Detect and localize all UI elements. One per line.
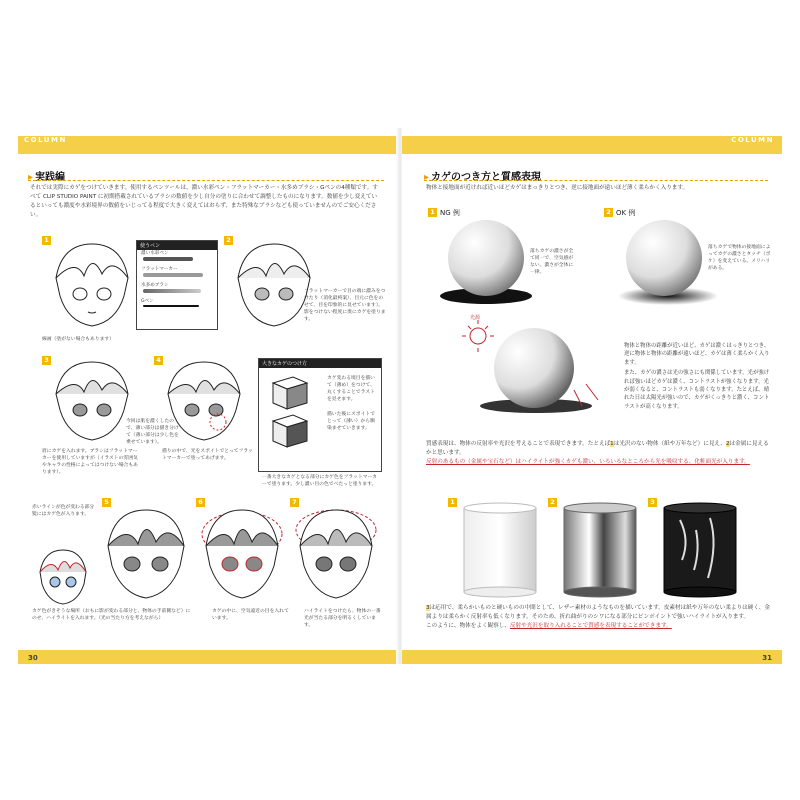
distance-text-b: また、カゲの濃さは光の強さにも関係しています。光が強ければ強いほどカゲは濃く、コントラストが強くなります。光が弱くなると、コントラストも弱くなります。たとえば、晴れた日は太陽光が強いので、カゲがくっきりと濃く、コントラストが高くなります。 [624,370,770,410]
pen-stroke [143,257,193,261]
section-triangle-icon: ▸ [28,172,34,183]
ok-note: 落ちカゲで物体の接地面によってカゲの濃さとタッチ（ボケ）を変えている。メリハリがある。 [708,245,771,271]
face-lineart-1 [46,238,138,332]
right-footer-bar [402,650,782,664]
ng-note: 落ちカゲの濃さが全て同一で、空気感がない。濃さが全体に一律。 [530,249,574,275]
right-page-number: 31 [762,654,772,662]
caption-step-3: 眉にカゲを入れます。ブラシはフラットマーカーを使用していますが（イラストの雰囲気やキャラの性格によってはつけない場合もあります）。 [42,449,138,475]
left-footer-bar [18,650,398,664]
pen-box-title: 使うペン [137,241,217,250]
ok-number-icon: 2 [604,208,613,217]
pen-label: 濃い水彩ペン [141,251,169,256]
leather-text-e: は応用で、柔らかいものと硬いものの中間として、レザー素材のようなものを描いています。皮素材は紙や万年のない柔よりは硬く、金属よりは柔らかく反射率も低くなります。そのため、折れ曲がりのシワになる部分にピンポイントで強いハイライトが入ります。 [426,605,770,620]
inline-num-2: 2 [725,441,730,447]
texture-text-d: 反射のあるもの（金属や宝石など）はハイライトが強くカゲも濃い、いろいろなところから光を吸収する、化粧面光が入ります。 [426,459,750,465]
step-number: 7 [290,498,299,507]
pen-stroke [143,305,199,307]
caption-step-4b: 描りの中で、光をスポイトでとってフラットマーカーで塗ってあげます。 [162,449,253,461]
inline-num-3: 3 [426,605,430,611]
right-header-band [402,144,782,154]
right-section-title: ▸ カゲのつき方と質感表現 [424,172,542,183]
face-step-6 [198,504,286,604]
cylinder-number: 2 [548,498,557,507]
leather-text-g: 反射や光沢を取り入れることで質感を表現することができます。 [509,623,672,629]
pen-stroke [143,289,201,293]
shade-box-note-1: カゲ変わる境目を描いて（薄め）をつけて、丸くすることでラストを見せます。 [327,376,375,402]
pen-box [136,240,218,330]
ok-example-label: OK 例 [616,209,636,217]
matte-cylinder [460,500,540,600]
left-header-band [18,144,398,154]
distance-text [624,342,772,413]
pen-row [137,266,217,282]
left-column-label: COLUMN [24,136,67,144]
ng-number-icon: 1 [428,208,437,217]
cylinder-number: 1 [448,498,457,507]
left-header-bar [18,136,398,144]
pen-label: Gペン [141,299,154,304]
leather-text [426,604,772,631]
left-title-rule [28,180,384,182]
right-column-label: COLUMN [731,136,774,144]
pen-row [137,250,217,266]
book-spread [18,128,782,664]
right-title-rule [424,180,768,182]
shade-box [258,358,382,472]
inline-num-1: 1 [610,441,614,447]
ok-sphere [612,218,722,308]
cube-shading-diagram [267,373,327,453]
texture-text-a: 質感表現は、物体の反射率や光沢を考えることで表現できます。たとえば [426,441,611,447]
texture-text [426,440,772,467]
step-number: 3 [42,356,51,365]
face-eyebrow-3 [46,358,138,444]
pen-row [137,298,217,314]
caption-step-5a: 赤いラインが色が変わる部分 髪にはカゲ色が入ります。 [32,505,95,517]
step-number: 6 [196,498,205,507]
left-page-number: 30 [28,654,38,662]
light-source-label: 光源 [470,315,481,321]
pen-label: フラットマーカー [141,267,178,272]
cylinder-number: 3 [648,498,657,507]
caption-step-4a: 今回は肌を濃くしたので、薄い部分は描き分けて（薄い部分は少し色を乗せています）。 [126,419,179,445]
right-header-bar [402,136,782,144]
distance-text-a: 物体と物体の距離が近いほど、カゲは濃くはっきりとつき、逆に物体と物体の距離が遠いほど、カゲは薄く柔らかく入ります。 [624,343,770,366]
caption-step-2: フラットマーカーで目の端に濃みをつけたり（消化最終案）、目元に色をのせて、目を印象的に見せています）。影をつけない程度に奥にカゲを塗ります。 [304,289,386,322]
right-page [402,128,782,664]
metal-cylinder [560,500,640,600]
texture-text-c: は金属に見えるかと思います。 [426,441,769,456]
caption-step-1: 線画（塗がない場合もあります） [42,337,114,342]
step-number: 4 [154,356,163,365]
pen-stroke [143,273,203,277]
caption-step-5b: カゲ色がきそうな場所（おもに影が変わる部分と、物体の手前側など）にのせ、ハイライトを入れます。（光の当たり方を考えながら） [32,609,191,621]
left-section-title: ▸ 実践編 [28,172,66,183]
section-triangle-icon: ▸ [424,172,430,183]
face-small-5 [34,546,92,608]
pen-row [137,282,217,298]
left-intro-text: それでは実際にカゲをつけていきます。使用するペンツールは、濃い水彩ペン・フラットマーカー・水多めブラシ・Gペンの4種類です。すべて CLIP STUDIO PAINT に初期搭載されているブラシの数値を少し自分の塗りに合わせて調整したものになります。数値を少し変えているといっても濃度や水彩境界の数値をいじってる程度で大きく変えてはおらず、また特殊なブラシなども使っていませんのでご安心ください。 [30,185,378,218]
step-number: 1 [42,236,51,245]
shade-box-title: 大きなカゲのつけ方 [259,359,381,368]
left-page [18,128,398,664]
shade-box-caption: 一番大きなカゲとなる部分にカゲ色をフラットマーカーで塗ります。少し濃い目の色でべたっと塗ります。 [262,475,377,487]
right-lead-text: 物体と接地面が近ければ近いほどカゲはまっきりとつき、逆に接地面が遠いほど薄く柔らかく入ります。 [426,185,689,191]
caption-step-6: カゲの中に、空気遠近の目を入れています。 [212,609,289,621]
pen-label: 水多めブラシ [141,283,169,288]
face-large-5 [98,504,194,604]
step-number: 5 [102,498,111,507]
ng-example-label: NG 例 [440,209,460,217]
caption-step-7: ハイライトをつけたら、物体の一番光が当たる部分を明るくしています。 [304,609,381,628]
lit-sphere-diagram [450,306,610,416]
texture-text-b: は光沢のない物体（紙や万年など）に見え、 [613,441,726,447]
leather-text-f: このように、物体をよく観察し、 [426,623,510,629]
face-step-7 [292,504,380,604]
shade-box-note-2: 描いた後にスポイトでとって（薄い）から馴染ませていきます。 [327,412,375,431]
step-number: 2 [224,236,233,245]
leather-cylinder [660,500,740,600]
